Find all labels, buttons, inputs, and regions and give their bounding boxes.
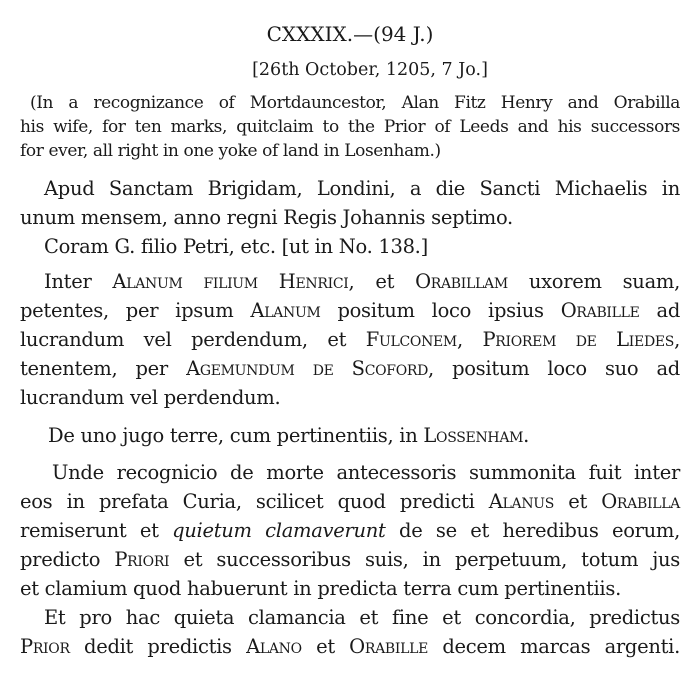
paragraph-land (48, 426, 680, 446)
text-span: predicto (20, 548, 101, 571)
paragraph-coram: Coram G. filio Petri, etc. [ut in No. 138.] (44, 235, 428, 258)
party-name: Prior (20, 635, 70, 658)
text-line (20, 637, 680, 657)
text-span: tenentem, per (20, 357, 168, 380)
place-name: Lossenham. (423, 424, 530, 447)
text-span: et successoribus suis, in perpetuum, totum jus (183, 548, 681, 571)
text-line: lucrandum vel perdendum. (20, 386, 281, 409)
text-span: De uno jugo terre, cum pertinentiis, in (48, 424, 418, 447)
summary-line: (In a recognizance of Mortdauncestor, Alan Fitz Henry and Orabilla (30, 93, 680, 113)
text-span: Inter (44, 270, 92, 293)
text-span: positum loco ipsius (337, 299, 544, 322)
party-name: Agemundum de Scoford, (186, 357, 434, 380)
charter-heading (20, 24, 680, 44)
summary-line: his wife, for ten marks, quitclaim to the Prior of Leeds and his successors (20, 117, 680, 137)
party-name: Alanus (488, 490, 555, 513)
italic-span: quietum clamaverunt (172, 519, 386, 542)
text-span: et (316, 635, 335, 658)
party-name: Priori (114, 548, 170, 571)
text-line (20, 550, 680, 570)
party-name: Orabille (560, 299, 640, 322)
text-line (44, 272, 680, 292)
text-span: de se et heredibus eorum, (399, 519, 681, 542)
party-name: Orabille (349, 635, 429, 658)
party-name: Alano (246, 635, 302, 658)
party-name: Fulconem, Priorem de Liedes, (365, 328, 680, 351)
text-span: et (375, 270, 395, 293)
text-line: Unde recognicio de morte antecessoris summonita fuit inter (52, 461, 680, 484)
party-name: Orabillam (415, 270, 508, 293)
party-name: Orabilla (601, 490, 680, 513)
text-line: et clamium quod habuerunt in predicta terra cum pertinentiis. (20, 577, 621, 600)
text-line: Et pro hac quieta clamancia et fine et concordia, predictus (44, 606, 680, 629)
text-span: uxorem suam, (528, 270, 680, 293)
text-span: petentes, per ipsum (20, 299, 234, 322)
summary-line: for ever, all right in one yoke of land in Losenham.) (20, 141, 441, 161)
text-span: positum loco suo ad (452, 357, 680, 380)
dateline: [26th October, 1205, 7 Jo.] (252, 60, 488, 80)
text-line: Apud Sanctam Brigidam, Londini, a die Sancti Michaelis in (44, 177, 680, 200)
text-line (20, 301, 680, 321)
text-line (20, 521, 680, 541)
text-span: lucrandum vel perdendum, et (20, 328, 347, 351)
text-span: remiserunt et (20, 519, 159, 542)
text-span: ad (656, 299, 681, 322)
text-span: dedit predictis (84, 635, 232, 658)
text-line: unum mensem, anno regni Regis Johannis septimo. (20, 206, 513, 229)
text-span: eos in prefata Curia, scilicet quod predicti (20, 490, 475, 513)
text-span: et (568, 490, 588, 513)
text-line (20, 359, 680, 379)
charter-reference: —(94 J.) (353, 22, 434, 46)
text-line (20, 492, 680, 512)
text-line (20, 330, 680, 350)
party-name: Alanum (250, 299, 321, 322)
charter-number: CXXXIX. (266, 22, 354, 46)
text-span: decem marcas argenti. (442, 635, 680, 658)
party-name: Alanum filium Henrici, (112, 270, 355, 293)
